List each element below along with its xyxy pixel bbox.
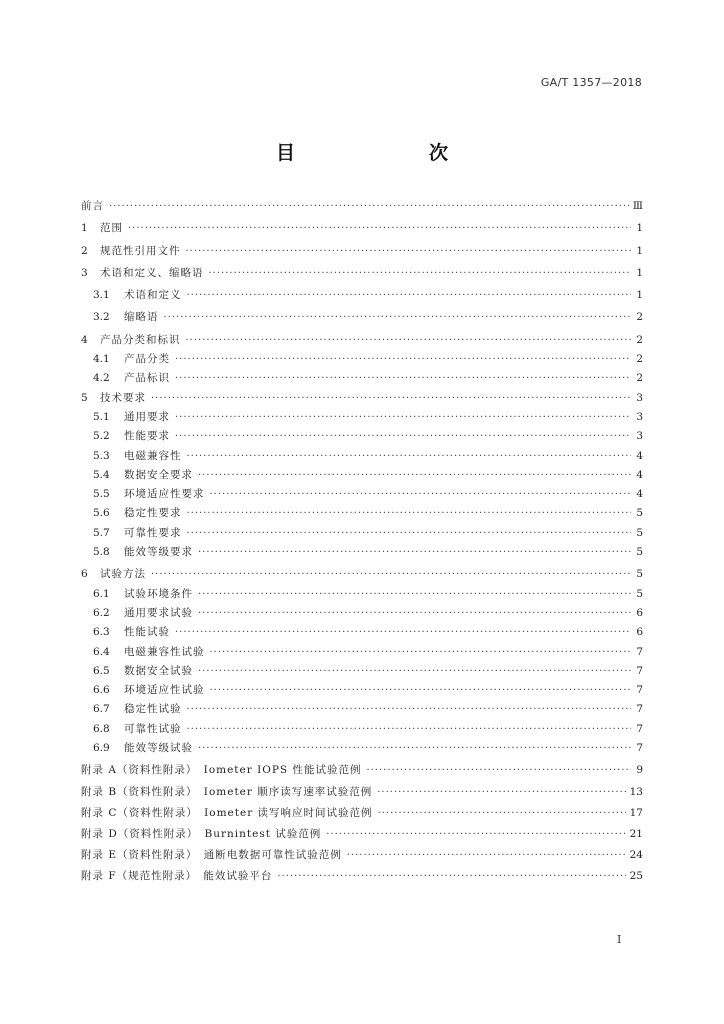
toc-page: Ⅲ [632,200,643,212]
toc-number: 5 [81,391,88,404]
toc-page: 1 [636,266,643,279]
toc-page: 7 [636,664,643,677]
standard-code: GA/T 1357—2018 [540,76,642,89]
toc-leader [164,308,632,327]
toc-entry-6-5[interactable] [81,662,643,681]
toc-page: 7 [636,742,643,755]
toc-leader [151,389,631,408]
toc-entry-2[interactable] [81,242,643,261]
toc-leader [326,824,625,845]
toc-entry-6[interactable] [81,565,643,584]
toc-page: 17 [629,806,643,819]
toc-leader [175,369,631,388]
table-of-contents [81,197,643,887]
toc-label: 附录 D（资料性附录） Burnintest 试验范例 [81,827,322,840]
toc-page: 6 [636,606,643,619]
toc-number: 6.9 [93,742,110,755]
toc-entry-foreword[interactable] [81,197,643,216]
toc-page: 2 [636,372,643,385]
toc-entry-6-4[interactable] [81,643,643,662]
toc-page: 2 [636,333,643,346]
toc-label: 环境适应性试验 [124,684,205,697]
toc-leader [128,219,631,238]
toc-leader [210,485,632,504]
toc-label: 附录 E（资料性附录） 通断电数据可靠性试验范例 [81,849,342,862]
toc-entry-appendix-c[interactable] [81,803,643,824]
toc-page: 5 [636,507,643,520]
toc-label: 通用要求试验 [124,606,193,619]
toc-page: 24 [629,849,643,862]
toc-leader [198,543,631,562]
toc-label: 缩略语 [124,311,159,324]
toc-entry-1[interactable] [81,219,643,238]
toc-label: 可靠性要求 [124,526,182,539]
toc-page: 3 [636,430,643,443]
toc-page: 4 [636,488,643,501]
toc-page: 7 [636,703,643,716]
toc-page: 1 [636,222,643,235]
toc-label: 性能要求 [124,430,170,443]
toc-label: 前言 [81,200,104,212]
toc-number: 5.2 [93,430,110,443]
toc-entry-5-3[interactable] [81,447,643,466]
toc-leader [198,739,631,758]
toc-label: 能效等级试验 [124,742,193,755]
toc-label: 附录 C（资料性附录） Iometer 读写响应时间试验范例 [81,806,373,819]
toc-page: 2 [636,353,643,366]
toc-label: 电磁兼容性 [124,449,182,462]
toc-leader [151,565,631,584]
toc-label: 电磁兼容性试验 [124,645,205,658]
toc-number: 5.4 [93,468,110,481]
toc-number: 4 [81,333,88,346]
toc-label: 数据安全要求 [124,468,193,481]
toc-leader [187,524,632,543]
toc-leader [186,242,632,261]
toc-entry-4-2[interactable] [81,369,643,388]
toc-label: 附录 B（资料性附录） Iometer 顺序读写速率试验范例 [81,785,373,798]
toc-page: 7 [636,722,643,735]
toc-label: 可靠性试验 [124,722,182,735]
toc-leader [277,866,625,887]
toc-number: 6 [81,568,88,581]
toc-number: 6.3 [93,626,110,639]
toc-page: 6 [636,626,643,639]
toc-page: 7 [636,684,643,697]
toc-entry-appendix-d[interactable] [81,824,643,845]
toc-page: 4 [636,468,643,481]
toc-page: 1 [636,289,643,302]
toc-number: 6.7 [93,703,110,716]
toc-label: 数据安全试验 [124,664,193,677]
toc-label: 试验方法 [100,568,146,581]
toc-entry-6-7[interactable] [81,700,643,719]
toc-entry-4[interactable] [81,331,643,350]
toc-leader [175,408,631,427]
toc-leader [210,681,632,700]
toc-leader [378,803,626,824]
page-number: I [617,933,622,946]
toc-page: 5 [636,587,643,600]
toc-leader [366,760,631,781]
toc-entry-6-2[interactable] [81,604,643,623]
toc-leader [187,700,632,719]
toc-entry-3[interactable] [81,264,643,283]
toc-number: 5.1 [93,410,110,423]
toc-label: 规范性引用文件 [100,244,181,257]
toc-leader [347,845,626,866]
toc-leader [209,264,632,283]
toc-label: 通用要求 [124,410,170,423]
toc-leader [187,720,632,739]
toc-entry-appendix-e[interactable] [81,845,643,866]
toc-number: 5.8 [93,546,110,559]
toc-leader [377,782,625,803]
toc-number: 1 [81,222,88,235]
toc-number: 3.1 [93,289,110,302]
toc-number: 6.2 [93,606,110,619]
toc-page: 1 [636,244,643,257]
toc-label: 环境适应性要求 [124,488,205,501]
toc-page: 3 [636,410,643,423]
toc-leader [198,466,631,485]
toc-entry-appendix-f[interactable] [81,866,643,887]
toc-page: 5 [636,546,643,559]
toc-number: 6.8 [93,722,110,735]
toc-entry-5-5[interactable] [81,485,643,504]
toc-leader [187,447,632,466]
toc-label: 附录 A（资料性附录） Iometer IOPS 性能试验范例 [81,764,362,777]
toc-number: 6.1 [93,587,110,600]
toc-label: 术语和定义 [124,289,182,302]
toc-number: 6.6 [93,684,110,697]
toc-page: 5 [636,526,643,539]
toc-entry-6-3[interactable] [81,623,643,642]
toc-entry-5-4[interactable] [81,466,643,485]
toc-label: 稳定性试验 [124,703,182,716]
toc-entry-5-2[interactable] [81,427,643,446]
toc-label: 产品分类和标识 [100,333,181,346]
toc-leader [175,623,631,642]
toc-entry-5-7[interactable] [81,524,643,543]
toc-number: 4.2 [93,372,110,385]
toc-label: 能效等级要求 [124,546,193,559]
toc-label: 附录 F（规范性附录） 能效试验平台 [81,870,273,883]
page-title: 目 次 [275,142,480,164]
toc-entry-4-1[interactable] [81,350,643,369]
toc-number: 2 [81,244,88,257]
toc-number: 3 [81,266,88,279]
toc-entry-6-6[interactable] [81,681,643,700]
toc-leader [109,197,629,216]
toc-label: 范围 [100,222,123,235]
toc-number: 6.5 [93,664,110,677]
toc-page: 25 [629,870,643,883]
toc-label: 性能试验 [124,626,170,639]
toc-page: 4 [636,449,643,462]
toc-leader [186,331,632,350]
toc-number: 5.6 [93,507,110,520]
toc-entry-6-9[interactable] [81,739,643,758]
toc-leader [198,604,631,623]
toc-leader [175,350,631,369]
toc-entry-appendix-b[interactable] [81,782,643,803]
toc-leader [187,286,632,305]
toc-label: 产品分类 [124,353,170,366]
toc-entry-appendix-a[interactable] [81,760,643,781]
toc-leader [175,427,631,446]
toc-page: 13 [629,785,643,798]
toc-leader [198,585,631,604]
toc-number: 6.4 [93,645,110,658]
toc-label: 术语和定义、缩略语 [100,266,204,279]
toc-entry-5-8[interactable] [81,543,643,562]
toc-label: 稳定性要求 [124,507,182,520]
toc-entry-3-2[interactable] [81,308,643,327]
toc-number: 5.3 [93,449,110,462]
toc-page: 3 [636,391,643,404]
toc-leader [210,643,632,662]
toc-entry-5-1[interactable] [81,408,643,427]
toc-label: 技术要求 [100,391,146,404]
toc-leader [187,504,632,523]
toc-entry-5[interactable] [81,389,643,408]
toc-number: 5.5 [93,488,110,501]
toc-page: 2 [636,311,643,324]
toc-entry-3-1[interactable] [81,286,643,305]
toc-leader [198,662,631,681]
toc-number: 3.2 [93,311,110,324]
toc-entry-6-8[interactable] [81,720,643,739]
toc-label: 产品标识 [124,372,170,385]
toc-page: 7 [636,645,643,658]
toc-label: 试验环境条件 [124,587,193,600]
toc-page: 9 [636,764,643,777]
toc-number: 4.1 [93,353,110,366]
toc-page: 5 [636,568,643,581]
toc-number: 5.7 [93,526,110,539]
toc-page: 21 [629,827,643,840]
toc-entry-6-1[interactable] [81,585,643,604]
toc-entry-5-6[interactable] [81,504,643,523]
